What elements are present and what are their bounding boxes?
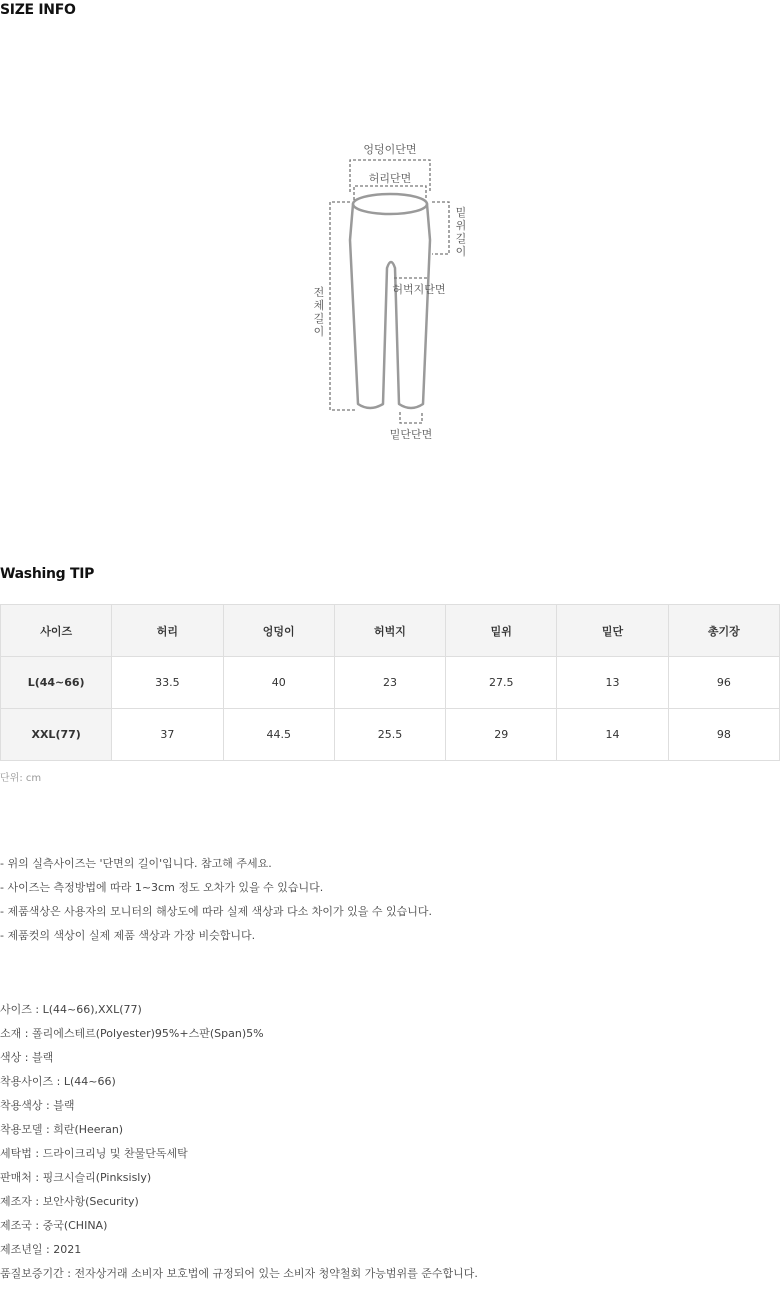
washing-tip-title: Washing TIP — [0, 566, 95, 582]
table-cell: 40 — [223, 657, 334, 709]
table-cell: 25.5 — [334, 709, 445, 761]
note-item: - 제품색상은 사용자의 모니터의 해상도에 따라 실제 색상과 다소 차이가 있을 수 있습니다. — [0, 905, 432, 918]
note-item: - 사이즈는 측정방법에 따라 1~3cm 정도 오차가 있을 수 있습니다. — [0, 881, 324, 894]
spec-item: 착용사이즈 : L(44~66) — [0, 1075, 116, 1088]
unit-note: 단위: cm — [0, 773, 42, 784]
spec-item: 착용색상 : 블랙 — [0, 1099, 75, 1112]
rise-label — [456, 205, 467, 258]
table-cell: 33.5 — [112, 657, 223, 709]
rise-guide — [432, 202, 449, 254]
header-waist: 허리 — [112, 605, 223, 657]
table-cell: 29 — [446, 709, 557, 761]
spec-item: 색상 : 블랙 — [0, 1051, 54, 1064]
header-total-length: 총기장 — [668, 605, 779, 657]
header-thigh: 허벅지 — [334, 605, 445, 657]
header-size: 사이즈 — [1, 605, 112, 657]
size-info-title: SIZE INFO — [0, 2, 76, 18]
measurement-notes — [0, 855, 432, 951]
size-table — [0, 604, 780, 761]
length-label — [314, 285, 325, 338]
header-hem: 밑단 — [557, 605, 668, 657]
hem-label: 밑단단면 — [389, 428, 433, 441]
product-specs — [0, 1001, 478, 1289]
rise-char: 길 — [455, 232, 467, 245]
thigh-label: 허벅지단면 — [392, 283, 446, 296]
table-cell: 44.5 — [223, 709, 334, 761]
spec-item: 세탁법 : 드라이크리닝 및 찬물단독세탁 — [0, 1147, 188, 1160]
header-rise: 밑위 — [446, 605, 557, 657]
spec-item: 소재 : 폴리에스테르(Polyester)95%+스판(Span)5% — [0, 1027, 264, 1040]
table-row — [1, 657, 780, 709]
rise-char: 이 — [455, 245, 467, 258]
pants-size-diagram — [0, 130, 780, 460]
length-char: 체 — [313, 299, 325, 312]
spec-item: 제조자 : 보안사항(Security) — [0, 1195, 139, 1208]
note-item: - 위의 실측사이즈는 '단면의 길이'입니다. 참고해 주세요. — [0, 857, 272, 870]
header-hip: 엉덩이 — [223, 605, 334, 657]
note-item: - 제품컷의 색상이 실제 제품 색상과 가장 비슷합니다. — [0, 929, 256, 942]
table-cell: 23 — [334, 657, 445, 709]
table-cell: 98 — [668, 709, 779, 761]
length-char: 전 — [313, 286, 325, 299]
spec-item: 판매처 : 핑크시슬리(Pinksisly) — [0, 1171, 152, 1184]
spec-item: 사이즈 : L(44~66),XXL(77) — [0, 1003, 142, 1016]
length-char: 이 — [313, 325, 325, 338]
row-size: L(44~66) — [1, 657, 112, 709]
hip-label: 엉덩이단면 — [363, 143, 417, 156]
table-cell: 37 — [112, 709, 223, 761]
table-cell: 96 — [668, 657, 779, 709]
spec-item: 착용모델 : 희란(Heeran) — [0, 1123, 124, 1136]
rise-char: 밑 — [455, 206, 467, 219]
pants-outline-icon — [350, 194, 430, 408]
spec-item: 제조년일 : 2021 — [0, 1243, 82, 1256]
hem-guide — [400, 412, 422, 423]
table-row — [1, 709, 780, 761]
size-table-header-row — [1, 605, 780, 657]
spec-item: 제조국 : 중국(CHINA) — [0, 1219, 108, 1232]
row-size: XXL(77) — [1, 709, 112, 761]
table-cell: 14 — [557, 709, 668, 761]
rise-char: 위 — [455, 219, 467, 232]
waist-label: 허리단면 — [368, 172, 412, 185]
table-cell: 13 — [557, 657, 668, 709]
table-cell: 27.5 — [446, 657, 557, 709]
length-char: 길 — [313, 312, 325, 325]
spec-item: 품질보증기간 : 전자상거래 소비자 보호법에 규정되어 있는 소비자 청약철회 가능범위를 준수합니다. — [0, 1267, 478, 1280]
